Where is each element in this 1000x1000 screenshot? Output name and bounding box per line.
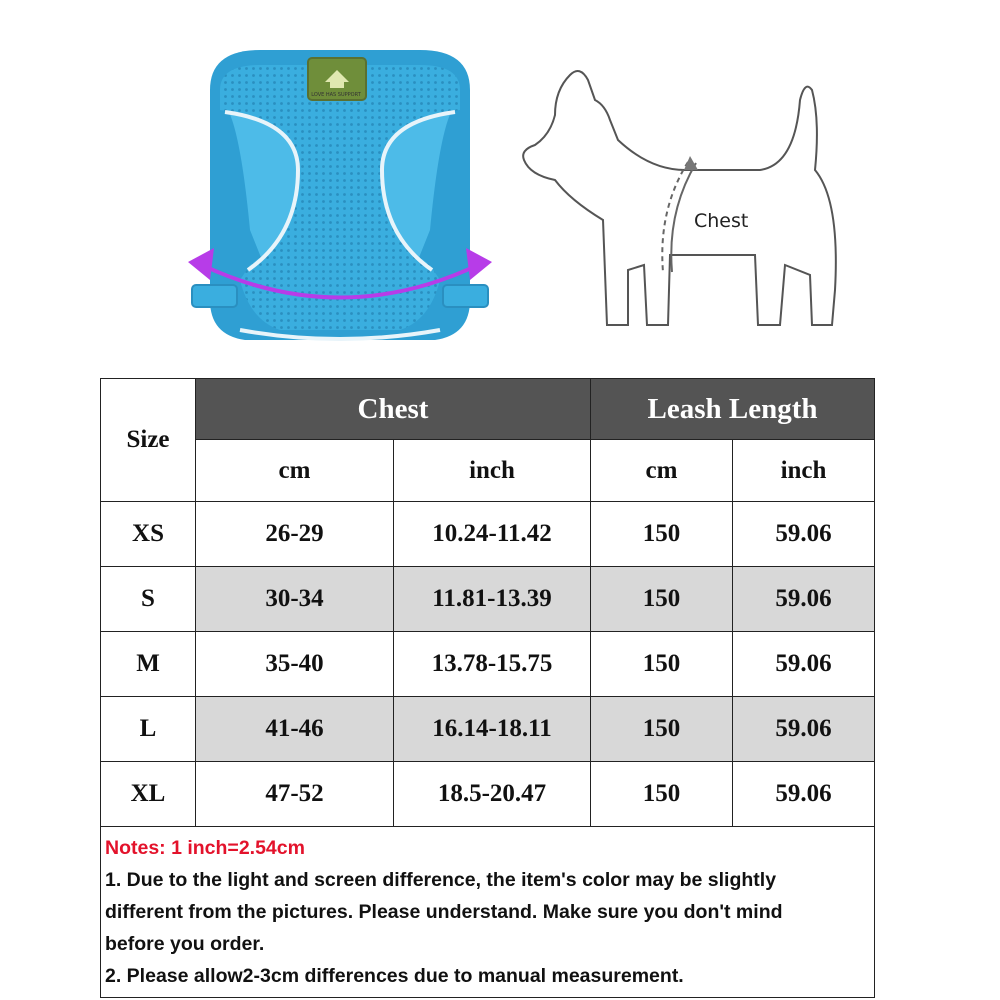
size-cell: XS [101,502,196,567]
chest-cm-cell: 41-46 [196,697,394,762]
leash-cm-cell: 150 [591,567,733,632]
dog-outline-diagram [510,60,850,360]
unit-header-inch: inch [733,440,874,502]
chest-cm-cell: 30-34 [196,567,394,632]
chest-inch-cell: 16.14-18.11 [394,697,591,762]
note-line: different from the pictures. Please understand. Make sure you don't mind [105,901,783,923]
note-line: before you order. [105,933,265,955]
leash-inch-cell: 59.06 [733,762,874,827]
leash-cm-cell: 150 [591,762,733,827]
chest-cm-cell: 26-29 [196,502,394,567]
notes-section [101,827,874,997]
leash-length-column-header: Leash Length [591,379,874,440]
chest-inch-cell: 11.81-13.39 [394,567,591,632]
harness-image [180,30,500,360]
size-column-header: Size [101,379,196,502]
note-line: 1. Due to the light and screen difference, the item's color may be slightly [105,869,777,891]
unit-header-cm: cm [196,440,394,502]
size-cell: S [101,567,196,632]
harness-logo-text: LOVE HAS SUPPORT [311,92,361,98]
chest-column-header: Chest [196,379,591,440]
leash-inch-cell: 59.06 [733,632,874,697]
unit-header-cm: cm [591,440,733,502]
size-cell: L [101,697,196,762]
notes-title: Notes: 1 inch=2.54cm [105,837,305,859]
chest-inch-cell: 10.24-11.42 [394,502,591,567]
chest-diagram-label: Chest [694,210,749,232]
size-chart-table [100,378,875,998]
note-line: 2. Please allow2-3cm differences due to manual measurement. [105,965,684,987]
chest-inch-cell: 18.5-20.47 [394,762,591,827]
chest-cm-cell: 35-40 [196,632,394,697]
leash-inch-cell: 59.06 [733,567,874,632]
chest-inch-cell: 13.78-15.75 [394,632,591,697]
leash-inch-cell: 59.06 [733,502,874,567]
leash-inch-cell: 59.06 [733,697,874,762]
leash-cm-cell: 150 [591,697,733,762]
size-cell: XL [101,762,196,827]
leash-cm-cell: 150 [591,632,733,697]
chest-cm-cell: 47-52 [196,762,394,827]
leash-cm-cell: 150 [591,502,733,567]
unit-header-inch: inch [394,440,591,502]
size-cell: M [101,632,196,697]
